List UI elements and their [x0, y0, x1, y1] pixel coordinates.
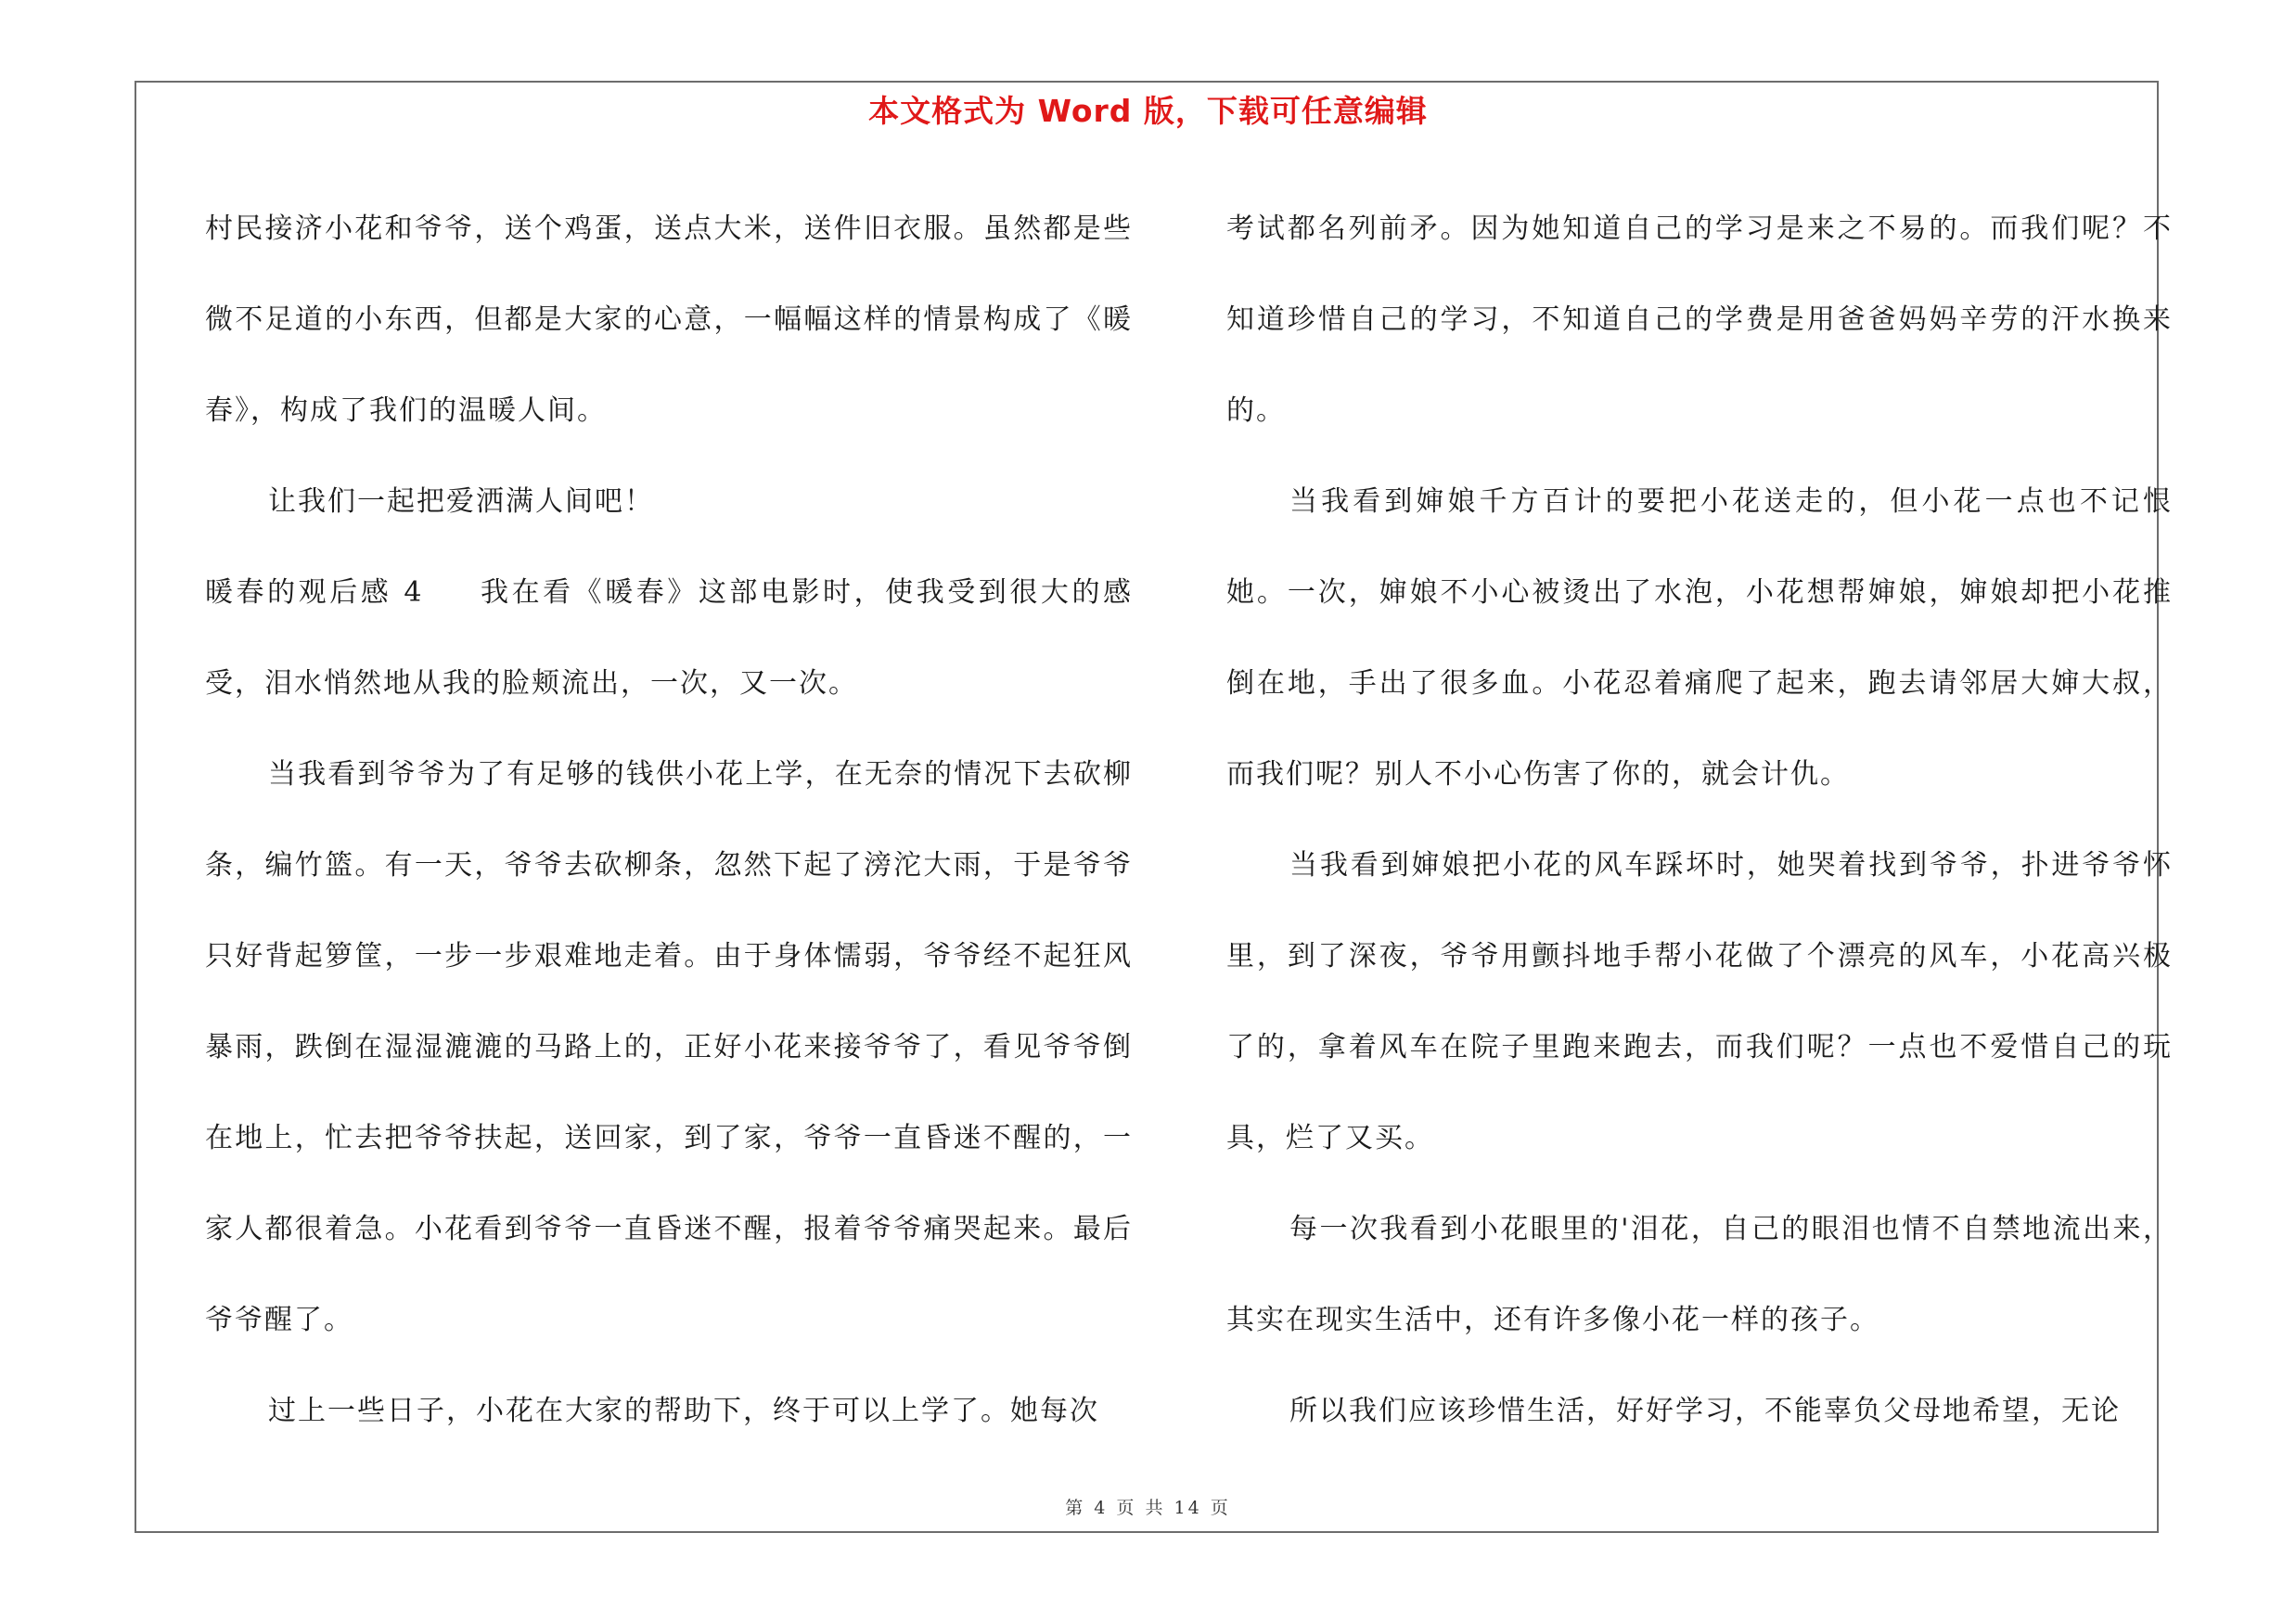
left-paragraph-2: 让我们一起把爱洒满人间吧！: [268, 485, 654, 518]
left-paragraph-1: 村民接济小花和爷爷，送个鸡蛋，送点大米，送件旧衣服。虽然都是些微不足道的小东西，但都是大家的心意，一幅幅这样的情景构成了《暖春》，构成了我们的温暖人间。: [205, 213, 1133, 427]
left-paragraph-4: 当我看到爷爷为了有足够的钱供小花上学，在无奈的情况下去砍柳条，编竹篮。有一天，爷爷去砍柳条，忽然下起了滂沱大雨，于是爷爷只好背起箩筐，一步一步艰难地走着。由于身体懦弱，爷爷经不起狂风暴雨，跌倒在湿湿漉漉的马路上的，正好小花来接爷爷了，看见爷爷倒在地上，忙去把爷爷扶起，送回家，到了家，爷爷一直昏迷不醒的，一家人都很着急。小花看到爷爷一直昏迷不醒，报着爷爷痛哭起来。最后爷爷醒了。: [205, 758, 1133, 1336]
left-column: [205, 184, 1133, 1457]
right-paragraph-1: 考试都名列前矛。因为她知道自己的学习是来之不易的。而我们呢？不知道珍惜自己的学习，不知道自己的学费是用爸爸妈妈辛劳的汗水换来的。: [1226, 213, 2173, 427]
page-number: 第 4 页 共 14 页: [1065, 1498, 1231, 1518]
format-banner: 本文格式为 Word 版，下载可任意编辑: [868, 93, 1428, 129]
right-paragraph-5: 所以我们应该珍惜生活，好好学习，不能辜负父母地希望，无论: [1289, 1395, 2121, 1427]
left-paragraph-5: 过上一些日子，小花在大家的帮助下，终于可以上学了。她每次: [268, 1395, 1099, 1427]
right-column: [1226, 184, 2173, 1457]
right-paragraph-2: 当我看到婶娘千方百计的要把小花送走的，但小花一点也不记恨她。一次，婶娘不小心被烫出了水泡，小花想帮婶娘，婶娘却把小花推倒在地，手出了很多血。小花忍着痛爬了起来，跑去请邻居大婶大叔，而我们呢？别人不小心伤害了你的，就会计仇。: [1226, 485, 2173, 791]
section-heading: 暖春的观后感 4: [205, 576, 424, 609]
right-paragraph-3: 当我看到婶娘把小花的风车踩坏时，她哭着找到爷爷，扑进爷爷怀里，到了深夜，爷爷用颤抖地手帮小花做了个漂亮的风车，小花高兴极了的，拿着风车在院子里跑来跑去，而我们呢？一点也不爱惜自己的玩具，烂了又买。: [1226, 849, 2173, 1154]
left-paragraph-3: [205, 547, 1133, 729]
section-body: 我在看《暖春》这部电影时，使我受到很大的感受，泪水悄然地从我的脸颊流出，一次，又一次。: [205, 576, 1133, 700]
right-paragraph-4: 每一次我看到小花眼里的'泪花，自己的眼泪也情不自禁地流出来，其实在现实生活中，还有许多像小花一样的孩子。: [1226, 1213, 2173, 1336]
